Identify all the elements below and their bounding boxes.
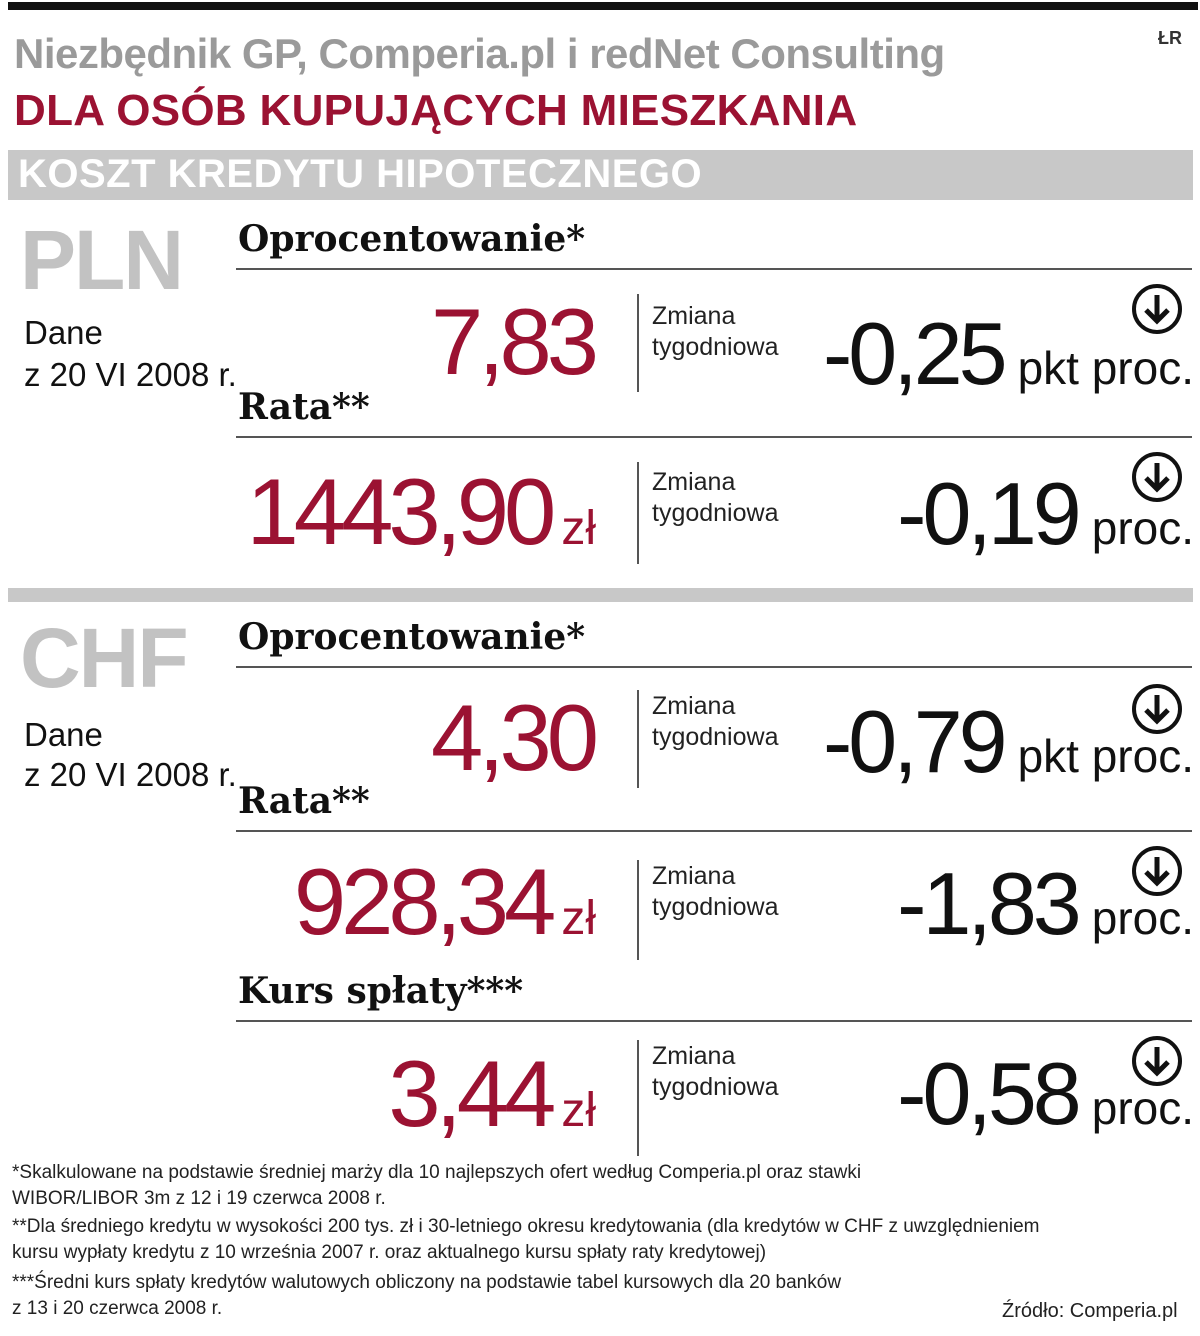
arrow-down-circle-icon xyxy=(1130,682,1184,736)
pln-rate-change-label1: Zmiana xyxy=(652,302,736,330)
chf-exchange-label: Kurs spłaty*** xyxy=(238,970,524,1012)
pln-installment xyxy=(246,459,596,579)
chf-installment-label: Rata** xyxy=(238,780,370,822)
chf-rate-change-value: -0,79 xyxy=(823,692,1004,791)
chf-rate-change-unit: pkt proc. xyxy=(1017,730,1194,782)
arrow-down-circle-icon xyxy=(1130,1034,1184,1088)
chf-exchange-change-value: -0,58 xyxy=(897,1044,1078,1143)
pln-date-line2: z 20 VI 2008 r. xyxy=(24,356,237,393)
chf-exchange-value: 3,44 xyxy=(388,1041,552,1146)
chf-date-line1: Dane xyxy=(24,716,103,753)
chf-installment-change-value: -1,83 xyxy=(897,854,1078,953)
supertitle: Niezbędnik GP, Comperia.pl i redNet Consulting xyxy=(14,30,945,77)
footnote-1-line2: WIBOR/LIBOR 3m z 12 i 19 czerwca 2008 r. xyxy=(12,1188,386,1209)
chf-installment-change-unit: proc. xyxy=(1091,892,1194,944)
divider xyxy=(637,462,639,564)
footnote-2-line2: kursu wypłaty kredytu z 10 września 2007 r. oraz aktualnego kursu spłaty raty kredytowej) xyxy=(12,1242,767,1263)
chf-rate-change-label2: tygodniowa xyxy=(652,723,779,751)
divider xyxy=(236,268,1192,270)
footnote-1-line1: *Skalkulowane na podstawie średniej marży dla 10 najlepszych ofert według Comperia.pl oraz stawki xyxy=(12,1162,862,1183)
chf-installment-change-label1: Zmiana xyxy=(652,862,736,890)
divider xyxy=(236,830,1192,832)
chf-exchange xyxy=(388,1041,596,1161)
pln-rate-change-unit: pkt proc. xyxy=(1017,342,1194,394)
arrow-down-circle-icon xyxy=(1130,450,1184,504)
pln-installment-unit: zł xyxy=(561,502,596,555)
pln-rate-label: Oprocentowanie* xyxy=(238,218,586,260)
footnote-2-line1: **Dla średniego kredytu w wysokości 200 tys. zł i 30-letniego okresu kredytowania (dla kredytów w CHF z uwzględnieniem xyxy=(12,1216,1040,1237)
currency-chf: CHF xyxy=(20,611,187,705)
chf-exchange-unit: zł xyxy=(561,1084,596,1137)
pln-installment-change-unit: proc. xyxy=(1091,502,1194,554)
author-initials: ŁR xyxy=(1158,28,1182,48)
chf-exchange-change-label1: Zmiana xyxy=(652,1042,736,1070)
footnote-3-line2: z 13 i 20 czerwca 2008 r. xyxy=(12,1298,223,1319)
pln-rate-change-value: -0,25 xyxy=(823,304,1004,403)
pln-installment-label: Rata** xyxy=(238,386,370,428)
chf-installment-change-label2: tygodniowa xyxy=(652,893,779,921)
divider xyxy=(236,1020,1192,1022)
divider xyxy=(637,294,639,392)
chf-installment-unit: zł xyxy=(561,892,596,945)
divider xyxy=(637,860,639,960)
pln-installment-value: 1443,90 xyxy=(246,459,552,564)
divider xyxy=(236,436,1192,438)
pln-installment-change-value: -0,19 xyxy=(897,464,1078,563)
pln-rate-change-label2: tygodniowa xyxy=(652,333,779,361)
pln-date-line1: Dane xyxy=(24,314,103,351)
chf-date-line2: z 20 VI 2008 r. xyxy=(24,756,237,793)
footnote-3-line1: ***Średni kurs spłaty kredytów walutowych obliczony na podstawie tabel kursowych dla 20 banków xyxy=(12,1272,842,1293)
page-title: DLA OSÓB KUPUJĄCYCH MIESZKANIA xyxy=(14,86,858,135)
pln-installment-change-label1: Zmiana xyxy=(652,468,736,496)
chf-installment xyxy=(293,849,596,969)
source-credit: Źródło: Comperia.pl xyxy=(1002,1300,1178,1322)
subtitle: KOSZT KREDYTU HIPOTECZNEGO xyxy=(18,152,703,196)
section-separator xyxy=(8,588,1193,602)
pln-installment-change-label2: tygodniowa xyxy=(652,499,779,527)
currency-pln: PLN xyxy=(20,213,182,307)
pln-rate-value: 7,83 xyxy=(431,289,594,394)
top-rule xyxy=(8,2,1198,10)
divider xyxy=(236,666,1192,668)
arrow-down-circle-icon xyxy=(1130,844,1184,898)
divider xyxy=(637,690,639,788)
chf-rate-change-label1: Zmiana xyxy=(652,692,736,720)
chf-exchange-change-label2: tygodniowa xyxy=(652,1073,779,1101)
chf-installment-value: 928,34 xyxy=(293,849,552,954)
divider xyxy=(637,1040,639,1156)
chf-rate-label: Oprocentowanie* xyxy=(238,616,586,658)
arrow-down-circle-icon xyxy=(1130,282,1184,336)
chf-exchange-change-unit: proc. xyxy=(1091,1082,1194,1134)
chf-rate-value: 4,30 xyxy=(431,685,594,790)
